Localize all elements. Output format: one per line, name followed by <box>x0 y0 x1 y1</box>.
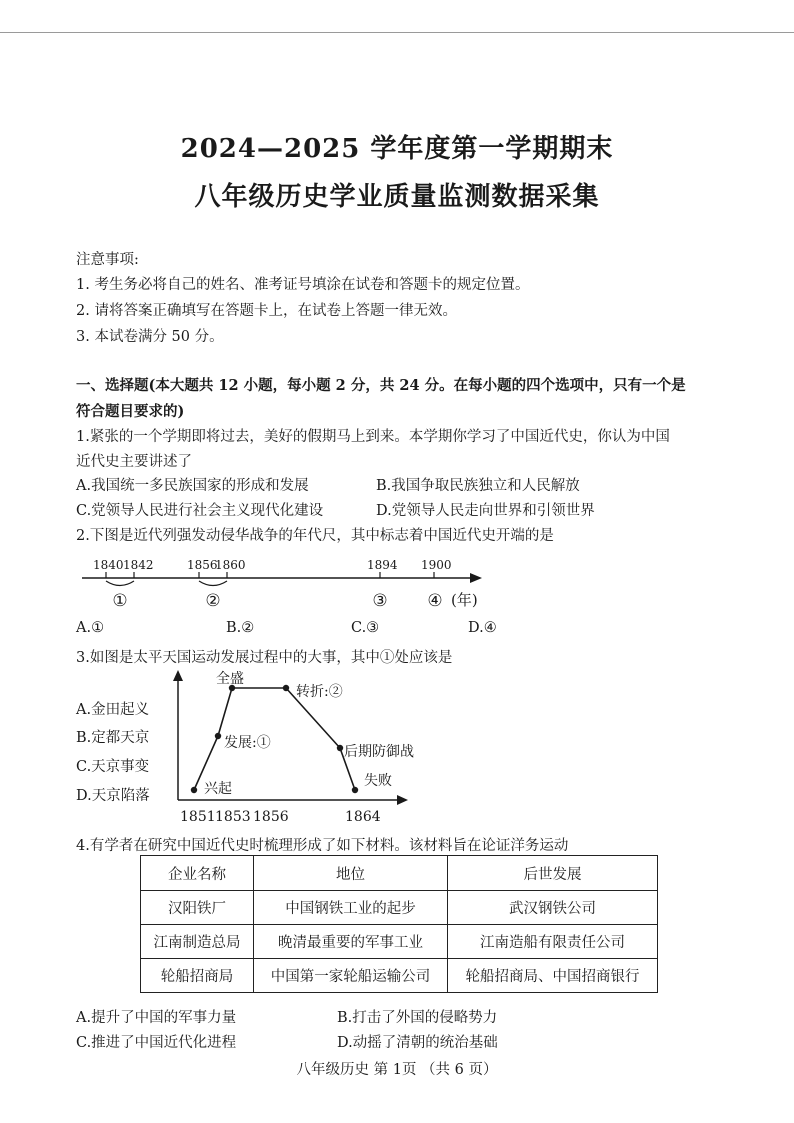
table-cell: 江南造船有限责任公司 <box>448 925 658 959</box>
chart-point-defense <box>337 745 343 751</box>
table-row <box>141 959 658 993</box>
table-row <box>141 891 658 925</box>
section-heading: 一、选择题(本大题共 12 小题，每小题 2 分，共 24 分。在每小题的四个选项中，只有一个是 <box>76 377 686 394</box>
timeline-year: 1856 <box>187 558 218 572</box>
chart-point-label: 失败 <box>364 773 392 789</box>
top-border-line <box>0 32 794 33</box>
timeline-bracket <box>199 581 227 586</box>
page-footer: 八年级历史 第 1页 （共 6 页） <box>296 1062 498 1078</box>
table-cell: 中国第一家轮船运输公司 <box>254 959 448 993</box>
q4-option-c[interactable]: C.推进了中国近代化进程 <box>76 1035 237 1051</box>
q2-stem: 2.下图是近代列强发动侵华战争的年代尺，其中标志着中国近代史开端的是 <box>76 528 554 544</box>
table-cell: 汉阳铁厂 <box>141 891 254 925</box>
q4-option-a[interactable]: A.提升了中国的军事力量 <box>76 1010 237 1026</box>
chart-point-label: 后期防御战 <box>344 744 414 760</box>
notice-item: 2. 请将答案正确填写在答题卡上，在试卷上答题一律无效。 <box>76 303 457 319</box>
q1-option-a[interactable]: A.我国统一多民族国家的形成和发展 <box>76 478 309 494</box>
chart-point-failure <box>352 787 358 793</box>
chart-x-tick: 1851 <box>180 809 216 825</box>
timeline-year: 1860 <box>215 558 246 572</box>
q3-option-d[interactable]: D.天京陷落 <box>76 788 150 804</box>
table-cell: 江南制造总局 <box>141 925 254 959</box>
section-heading-cont: 符合题目要求的) <box>76 403 185 420</box>
q3-option-a[interactable]: A.金田起义 <box>76 702 150 718</box>
chart-point-development <box>215 733 221 739</box>
chart-point-label: 全盛 <box>216 671 244 687</box>
table-header-cell: 企业名称 <box>141 856 254 891</box>
chart-x-tick: 1853 <box>215 809 251 825</box>
q1-stem: 1.紧张的一个学期即将过去，美好的假期马上到来。本学期你学习了中国近代史，你认为中国 <box>76 429 670 445</box>
exam-title-line2: 八年级历史学业质量监测数据采集 <box>194 182 600 212</box>
chart-point-label: 转折:② <box>296 684 343 700</box>
q4-stem: 4.有学者在研究中国近代史时梳理形成了如下材料。该材料旨在论证洋务运动 <box>76 838 569 854</box>
q3-stem: 3.如图是太平天国运动发展过程中的大事，其中①处应该是 <box>76 650 453 666</box>
q3-chart <box>168 666 420 836</box>
chart-point-label: 兴起 <box>204 781 232 797</box>
table-row <box>141 925 658 959</box>
table-cell: 武汉钢铁公司 <box>448 891 658 925</box>
timeline-year: 1900 <box>421 558 452 572</box>
chart-point-turning <box>283 685 289 691</box>
timeline-unit: (年) <box>451 591 478 609</box>
timeline-year: 1840 <box>93 558 124 572</box>
notice-heading: 注意事项: <box>76 252 139 268</box>
exam-title-line1: 2024—2025 学年度第一学期期末 <box>180 134 614 164</box>
timeline-marker: ③ <box>372 591 388 611</box>
chart-x-tick: 1856 <box>253 809 289 825</box>
chart-x-tick: 1864 <box>345 809 381 825</box>
q2-option-b[interactable]: B.② <box>226 620 255 636</box>
table-header-cell: 地位 <box>254 856 448 891</box>
q3-option-b[interactable]: B.定都天京 <box>76 730 150 746</box>
table-cell: 轮船招商局、中国招商银行 <box>448 959 658 993</box>
chart-x-arrowhead <box>397 795 408 805</box>
table-cell: 晚清最重要的军事工业 <box>254 925 448 959</box>
q4-option-b[interactable]: B.打击了外国的侵略势力 <box>337 1010 498 1026</box>
q2-timeline <box>80 550 500 612</box>
chart-point-label: 发展:① <box>224 735 271 751</box>
table-header-row <box>141 856 658 891</box>
timeline-marker: ① <box>112 591 128 611</box>
timeline-marker: ④ <box>427 591 443 611</box>
q1-stem-cont: 近代史主要讲述了 <box>76 454 192 470</box>
timeline-arrowhead <box>470 573 482 583</box>
chart-y-arrowhead <box>173 670 183 681</box>
timeline-year: 1894 <box>367 558 398 572</box>
table-cell: 中国钢铁工业的起步 <box>254 891 448 925</box>
q4-option-d[interactable]: D.动摇了清朝的统治基础 <box>337 1035 498 1051</box>
table-cell: 轮船招商局 <box>141 959 254 993</box>
timeline-bracket <box>106 581 134 586</box>
table-header-cell: 后世发展 <box>448 856 658 891</box>
q4-table <box>140 855 658 993</box>
timeline-marker: ② <box>205 591 221 611</box>
q2-option-d[interactable]: D.④ <box>468 620 497 636</box>
q1-option-c[interactable]: C.党领导人民进行社会主义现代化建设 <box>76 503 324 519</box>
q1-option-b[interactable]: B.我国争取民族独立和人民解放 <box>376 478 580 494</box>
notice-item: 3. 本试卷满分 50 分。 <box>76 329 224 345</box>
q3-option-c[interactable]: C.天京事变 <box>76 759 150 775</box>
notice-item: 1. 考生务必将自己的姓名、准考证号填涂在试卷和答题卡的规定位置。 <box>76 277 530 293</box>
chart-point-rise <box>191 787 197 793</box>
timeline-year: 1842 <box>123 558 154 572</box>
q2-option-c[interactable]: C.③ <box>351 620 380 636</box>
q2-option-a[interactable]: A.① <box>76 620 105 636</box>
q1-option-d[interactable]: D.党领导人民走向世界和引领世界 <box>376 503 595 519</box>
